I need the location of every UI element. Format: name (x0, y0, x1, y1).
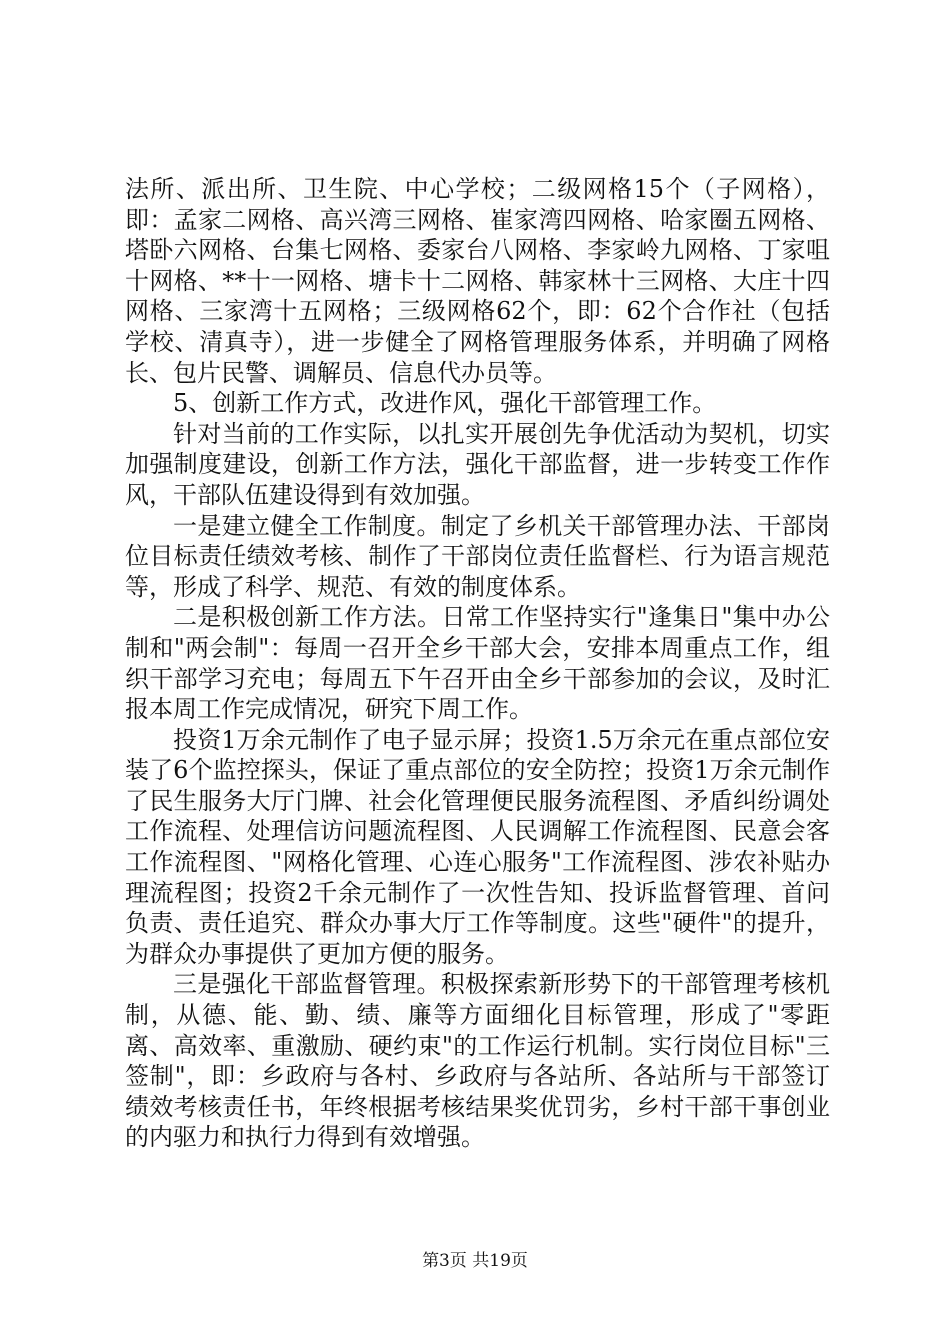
paragraph-grid-list: 法所、派出所、卫生院、中心学校；二级网格15个（子网格），即：孟家二网格、高兴湾三网格、崔家湾四网格、哈家圈五网格、塔卧六网格、台集七网格、委家台八网格、李家岭九网格、丁家咀十网格、**十一网格、塘卡十二网格、韩家林十三网格、大庄十四网格、三家湾十五网格；三级网格62个，即：62个合作社（包括学校、清真寺），进一步健全了网格管理服务体系，并明确了网格长、包片民警、调解员、信息代办员等。 (125, 175, 830, 387)
page-number-footer: 第3页 共19页 (422, 1251, 528, 1271)
paragraph-investment: 投资1万余元制作了电子显示屏；投资1.5万余元在重点部位安装了6个监控探头，保证了重点部位的安全防控；投资1万余元制作了民生服务大厅门牌、社会化管理便民服务流程图、矛盾纠纷调处工作流程、处理信访问题流程图、人民调解工作流程图、民意会客工作流程图、"网格化管理、心连心服务"工作流程图、涉农补贴办理流程图；投资2千余元制作了一次性告知、投诉监督管理、首问负责、责任追究、群众办事大厅工作等制度。这些"硬件"的提升，为群众办事提供了更加方便的服务。 (125, 725, 830, 968)
paragraph-item-3: 三是强化干部监督管理。积极探索新形势下的干部管理考核机制，从德、能、勤、绩、廉等方面细化目标管理，形成了"零距离、高效率、重激励、硬约束"的工作运行机制。实行岗位目标"三签制"，即：乡政府与各村、乡政府与各站所、各站所与干部签订绩效考核责任书，年终根据考核结果奖优罚劣，乡村干部干事创业的内驱力和执行力得到有效增强。 (125, 970, 830, 1152)
document-body (125, 174, 830, 1153)
paragraph-item-1: 一是建立健全工作制度。制定了乡机关干部管理办法、干部岗位目标责任绩效考核、制作了干部岗位责任监督栏、行为语言规范等，形成了科学、规范、有效的制度体系。 (125, 511, 830, 601)
paragraph-item-2: 二是积极创新工作方法。日常工作坚持实行"逢集日"集中办公制和"两会制"：每周一召开全乡干部大会，安排本周重点工作，组织干部学习充电；每周五下午召开由全乡干部参加的会议，及时汇报本周工作完成情况，研究下周工作。 (125, 603, 830, 724)
paragraph-intro: 针对当前的工作实际，以扎实开展创先争优活动为契机，切实加强制度建设，创新工作方法，强化干部监督，进一步转变工作作风，干部队伍建设得到有效加强。 (125, 419, 830, 509)
section-heading-5: 5、创新工作方式，改进作风，强化干部管理工作。 (173, 389, 717, 418)
